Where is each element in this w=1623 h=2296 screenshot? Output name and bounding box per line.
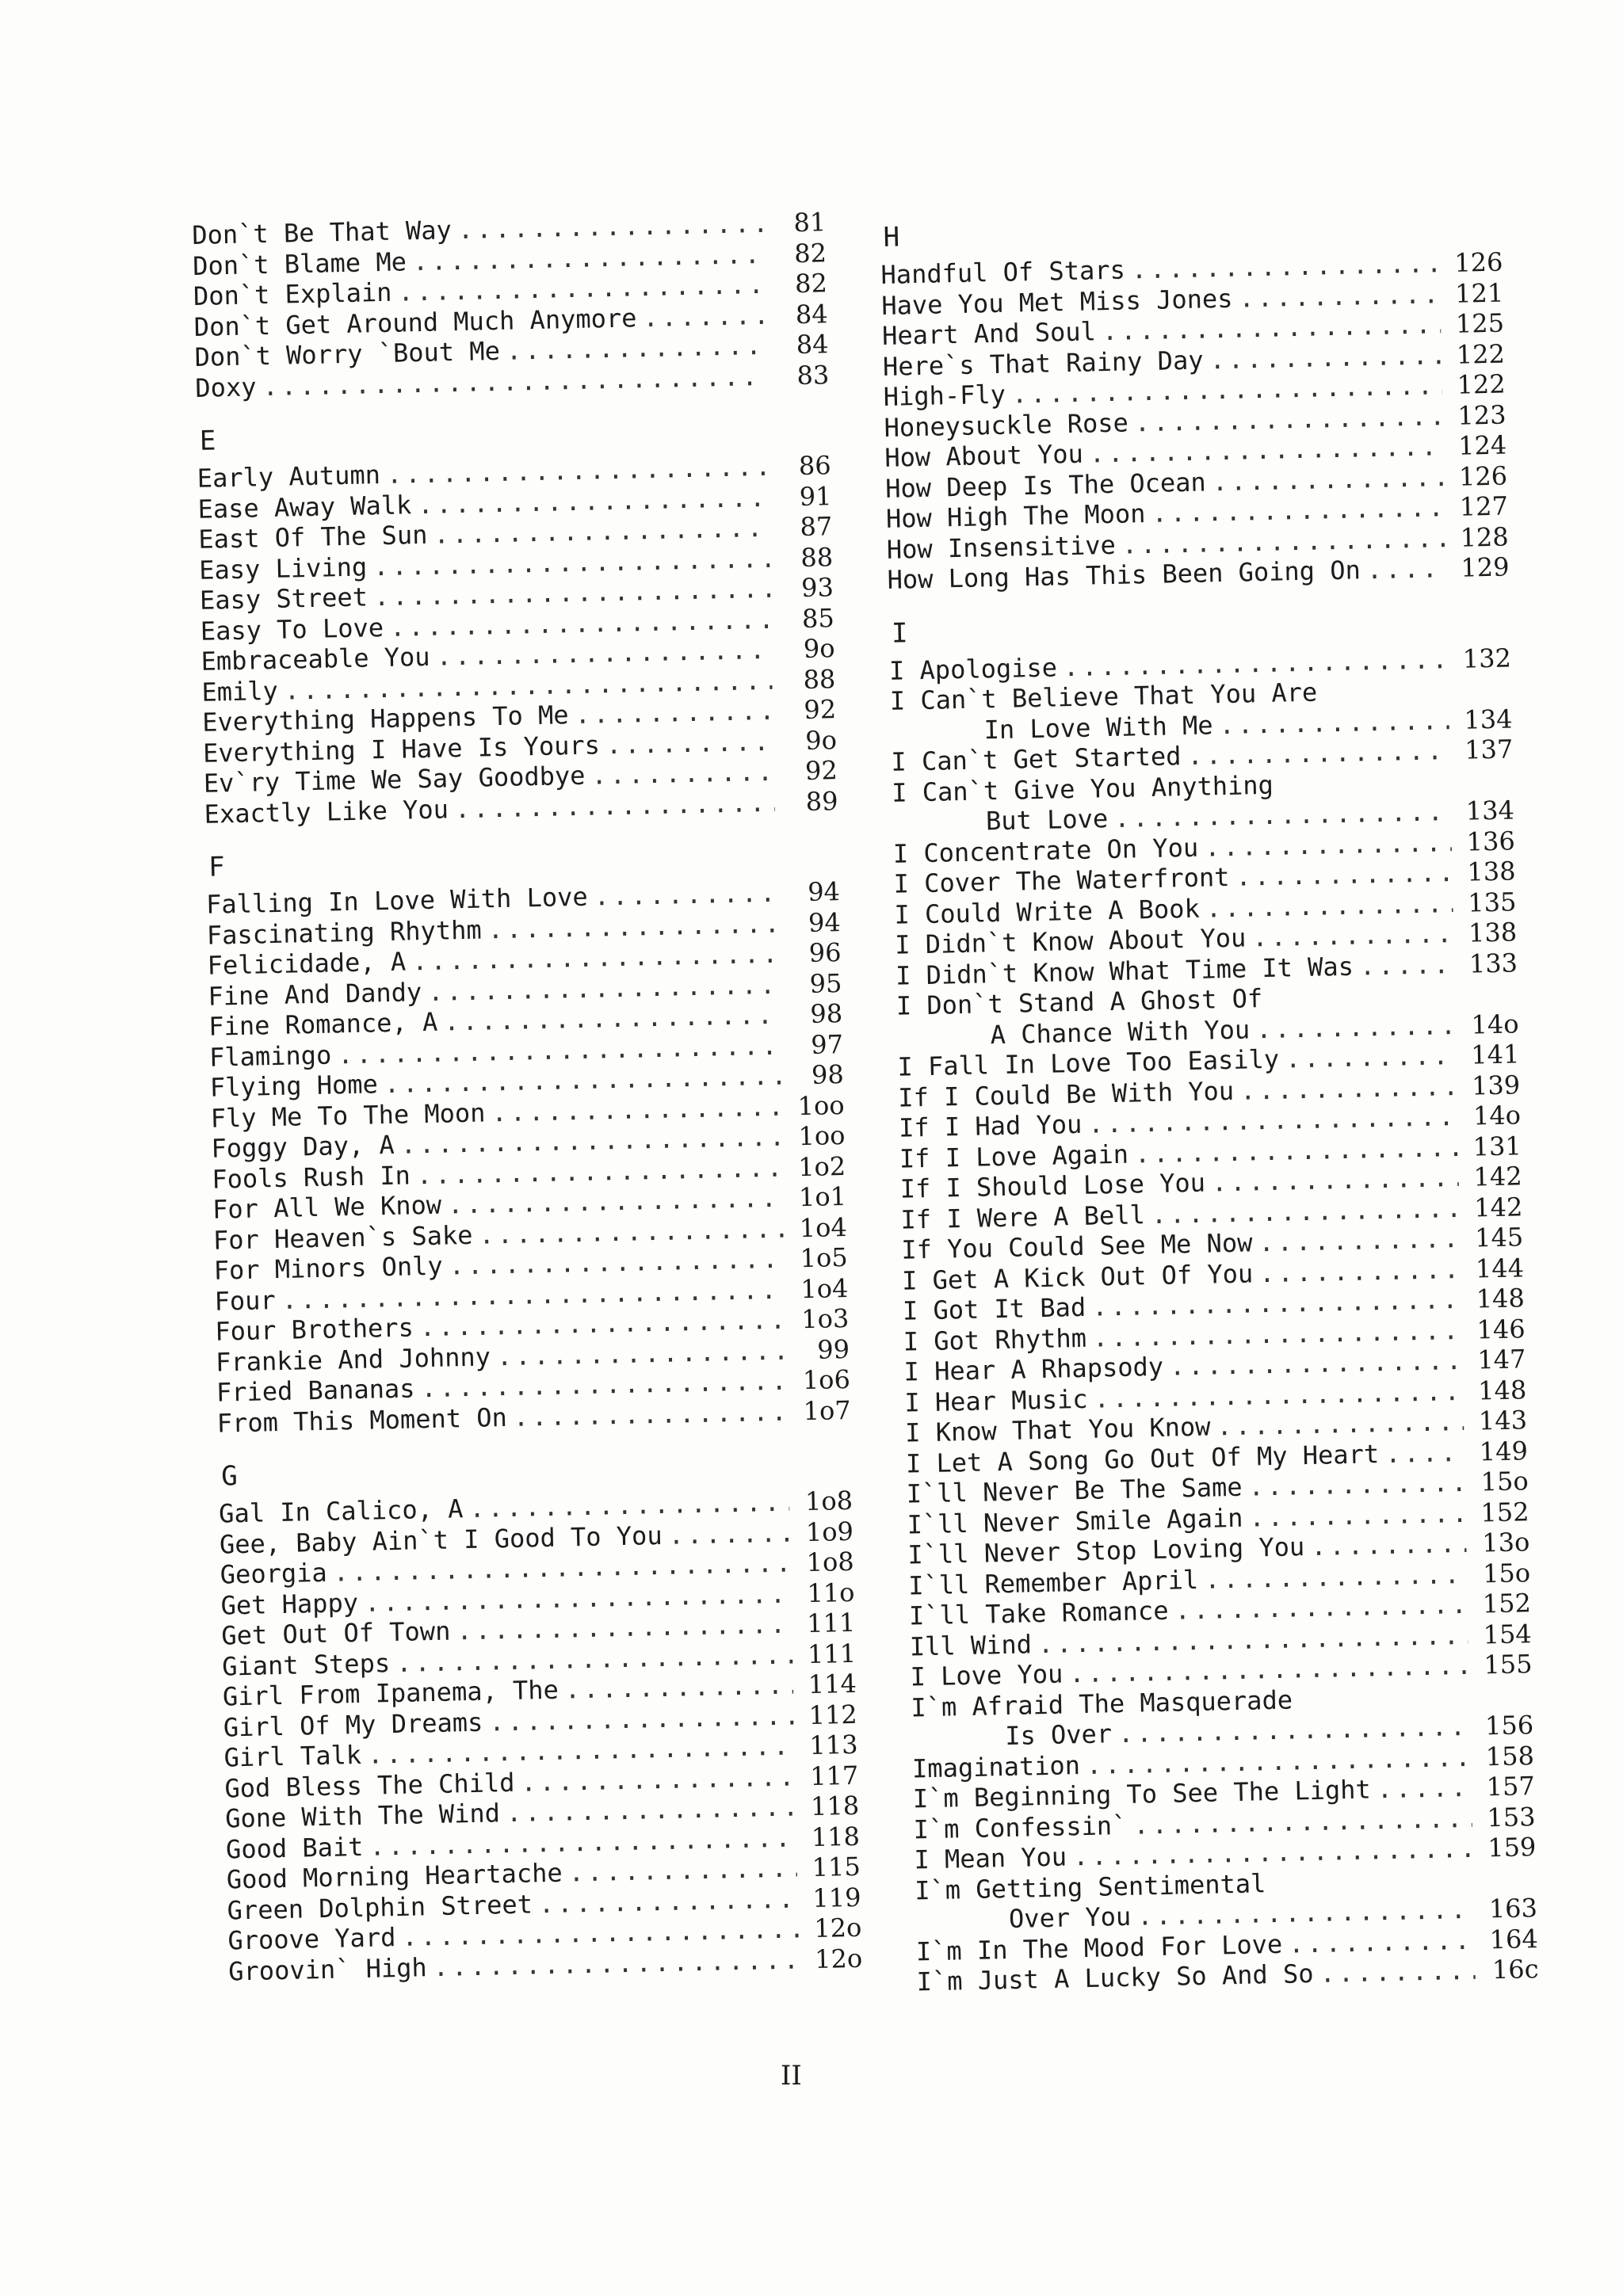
index-entry-page: 9o [803, 633, 835, 664]
index-entry-page: 145 [1474, 1222, 1524, 1253]
index-entry-page: 91 [799, 480, 832, 512]
index-entry-page: 1oo [798, 1119, 846, 1152]
index-entry-page: 88 [800, 541, 834, 573]
index-entry-page: 1o1 [798, 1180, 847, 1213]
index-entry-page: 138 [1467, 856, 1516, 887]
index-entry-page: 84 [795, 298, 829, 330]
index-entry-title: Gee, Baby Ain`t I Good To You [219, 1520, 663, 1560]
index-entry-page: 1o8 [806, 1546, 855, 1578]
index-entry-page: 113 [809, 1729, 858, 1761]
dot-leader [1219, 705, 1449, 741]
section-letter-e: E [199, 425, 216, 457]
index-entry-page: 82 [794, 268, 828, 299]
index-entry-title: For Minors Only [213, 1250, 444, 1286]
index-entry-title: I`m Confessin` [913, 1810, 1128, 1845]
index-entry-page: 137 [1464, 734, 1514, 765]
index-entry-page: 98 [811, 1059, 845, 1090]
dot-leader [1239, 279, 1441, 314]
index-entry-title: God Bless The Child [224, 1767, 515, 1804]
dot-leader [1259, 1253, 1461, 1288]
index-entry-title: Don`t Worry `Bout Me [194, 335, 501, 372]
index-entry-page: 119 [812, 1882, 861, 1913]
index-entry-page: 85 [801, 602, 835, 634]
index-entry-page: 154 [1483, 1618, 1533, 1650]
index-entry-page: 153 [1487, 1801, 1536, 1833]
dot-leader [568, 1852, 797, 1888]
index-entry-title: I`ll Never Smile Again [907, 1502, 1243, 1540]
index-entry-title: Falling In Love With Love [205, 881, 589, 920]
index-entry-title: How High The Moon [885, 498, 1146, 534]
index-entry-page: 124 [1457, 429, 1507, 461]
index-entry-title: I`ll Never Be The Same [906, 1471, 1243, 1509]
index-entry-title: Handful Of Stars [880, 254, 1126, 290]
index-entry-title: Get Out Of Town [221, 1615, 451, 1651]
index-entry-page: 143 [1478, 1405, 1528, 1436]
index-entry-title: Girl Talk [223, 1739, 362, 1773]
index-entry-page: 1oo [797, 1089, 845, 1121]
index-entry-page: 133 [1468, 947, 1518, 979]
index-entry-title: Fly Me To The Moon [210, 1097, 486, 1134]
index-entry-title: I`m Getting Sentimental [914, 1867, 1266, 1906]
index-entry-title: For All We Know [212, 1189, 442, 1225]
index-entry-page: 138 [1468, 917, 1518, 948]
index-entry-page: 142 [1473, 1191, 1523, 1223]
index-entry-title: I Don`t Stand A Ghost Of [896, 983, 1263, 1021]
index-entry-page: 139 [1471, 1069, 1521, 1101]
dot-leader [1212, 1162, 1459, 1198]
index-entry-page: 1o5 [800, 1241, 848, 1274]
index-entry-page: 152 [1480, 1496, 1529, 1527]
index-entry-title: Doxy [195, 371, 257, 403]
index-entry-page: 159 [1487, 1832, 1537, 1863]
dot-leader [1249, 1497, 1466, 1532]
index-entry-title: I`m Beginning To See The Light [912, 1774, 1372, 1814]
index-entry-title: Don`t Explain [193, 277, 392, 311]
index-entry-page: 121 [1454, 277, 1504, 309]
index-entry-title: Easy Living [198, 551, 368, 585]
dot-leader [594, 878, 777, 912]
index-entry-title: Four [214, 1284, 277, 1317]
index-entry-title: How Long Has This Been Going On [887, 555, 1361, 595]
index-entry-page: 127 [1459, 490, 1509, 522]
index-entry-page: 1o6 [802, 1363, 851, 1396]
index-entry-page: 1o7 [803, 1394, 852, 1426]
index-entry-page: 1o3 [800, 1302, 850, 1335]
index-entry-page: 94 [808, 906, 842, 938]
index-entry-page: 86 [798, 450, 832, 482]
dot-leader [564, 1670, 793, 1706]
index-entry-page: 92 [804, 755, 838, 786]
index-entry-title: Felicidade, A [207, 946, 407, 981]
index-entry-page: 131 [1472, 1130, 1522, 1162]
index-entry-page: 146 [1476, 1313, 1526, 1345]
index-entry-title: I Mean You [914, 1841, 1067, 1875]
index-entry-title: Fine Romance, A [208, 1006, 438, 1042]
index-entry-page: 95 [809, 967, 842, 999]
index-entry-page: 149 [1479, 1435, 1529, 1466]
index-entry-page: 132 [1462, 642, 1512, 674]
index-entry-page: 81 [793, 207, 827, 238]
index-entry-title: If You Could See Me Now [900, 1227, 1253, 1265]
index-entry-page: 157 [1486, 1771, 1536, 1802]
dot-leader [1258, 1223, 1461, 1258]
index-entry-page: 99 [816, 1333, 850, 1365]
index-entry-page: 15o [1480, 1466, 1529, 1497]
dot-leader [605, 726, 773, 760]
index-entry-page: 84 [796, 329, 829, 360]
index-entry-page: 115 [812, 1851, 861, 1883]
index-entry-title: East Of The Sun [198, 519, 428, 555]
index-entry-page: 83 [796, 359, 830, 391]
index-entry-page: 12o [813, 1912, 862, 1944]
index-entry-page: 1o4 [800, 1272, 849, 1304]
dot-leader [668, 1517, 790, 1550]
index-entry-title: Everything I Have Is Yours [202, 729, 601, 769]
index-entry-page: 82 [793, 237, 827, 269]
index-entry-page: 89 [805, 785, 838, 817]
index-entry-page: 122 [1456, 338, 1506, 370]
index-column-right [880, 203, 1539, 1997]
index-entry-page: 129 [1460, 551, 1510, 583]
index-entry-title: I Got Rhythm [903, 1322, 1087, 1357]
section-letter-h: H [883, 221, 900, 254]
index-entry-page: 92 [803, 694, 837, 725]
index-entry-title: Here`s That Rainy Day [882, 344, 1204, 382]
index-entry-title: Emily [201, 675, 279, 707]
index-entry-page: 117 [809, 1760, 859, 1791]
index-entry-page: 142 [1473, 1161, 1522, 1192]
index-entry-page: 163 [1488, 1893, 1538, 1924]
index-entry-page: 134 [1464, 703, 1513, 735]
index-entry-page: 98 [810, 998, 843, 1029]
index-entry-title-continued: A Chance With You [990, 1013, 1251, 1050]
index-entry-title: If I Were A Bell [900, 1199, 1146, 1235]
index-entry-page: 93 [800, 572, 834, 603]
dot-leader [1289, 1924, 1475, 1958]
index-entry-title: If I Should Lose You [899, 1167, 1206, 1204]
index-entry-title: I Love You [910, 1658, 1064, 1692]
index-entry-title: Ease Away Walk [197, 489, 412, 524]
index-entry-title: Four Brothers [214, 1312, 414, 1347]
index-entry-title: I Get A Kick Out Of You [901, 1257, 1254, 1296]
index-entry-title: I`m Just A Lucky So And So [916, 1958, 1314, 1997]
index-entry-title: How About You [884, 438, 1084, 473]
index-entry-page: 112 [808, 1699, 858, 1730]
index-entry-title: I Let A Song Go Out Of My Heart [905, 1438, 1380, 1479]
index-entry-title: Don`t Blame Me [192, 246, 407, 281]
dot-leader [1366, 553, 1446, 585]
index-section-g [219, 1486, 863, 1987]
index-entry-page: 114 [808, 1668, 857, 1700]
index-entry-page: 94 [807, 876, 841, 907]
index-entry-page: 111 [807, 1638, 857, 1669]
index-entry-title: I Cover The Waterfront [893, 861, 1230, 899]
index-entry-title: Good Morning Heartache [226, 1857, 563, 1895]
dot-leader [1285, 1040, 1457, 1074]
section-letter-f: F [208, 851, 226, 883]
index-entry-page: 141 [1470, 1039, 1520, 1070]
index-entry-title: Fools Rush In [211, 1159, 411, 1195]
index-entry-title-continued: Over You [1008, 1901, 1132, 1935]
index-entry-title: I Hear A Rhapsody [903, 1351, 1164, 1387]
index-entry-title: Good Bait [225, 1831, 364, 1865]
index-entry-title: I`ll Take Romance [908, 1595, 1169, 1631]
index-entry-title: Green Dolphin Street [227, 1888, 533, 1926]
index-entry-title: I Can`t Get Started [891, 741, 1182, 777]
index-entry-page: 11o [807, 1577, 855, 1608]
index-entry-title: Exactly Like You [204, 793, 449, 830]
index-entry-page: 148 [1476, 1283, 1526, 1314]
dot-leader [575, 696, 773, 730]
dot-leader [433, 1944, 799, 1982]
dot-leader [1205, 827, 1452, 863]
index-entry-title: Girl From Ipanema, The [222, 1674, 559, 1712]
index-entry-title: I`m In The Mood For Love [915, 1928, 1283, 1967]
index-entry-title: Everything Happens To Me [201, 700, 569, 738]
index-entry-page: 1o4 [799, 1211, 848, 1243]
index-entry-page: 148 [1477, 1374, 1527, 1406]
index-entry-title: Heart And Soul [881, 316, 1097, 351]
index-entry-title: Flying Home [209, 1069, 379, 1103]
index-entry-title: Giant Steps [221, 1647, 391, 1682]
index-entry-page: 158 [1485, 1740, 1535, 1772]
index-entry-page: 123 [1457, 399, 1507, 431]
index-entry-title: Fried Bananas [216, 1373, 415, 1408]
index-entry-title: Fascinating Rhythm [206, 914, 483, 951]
index-entry-page: 122 [1457, 368, 1507, 400]
dot-leader [1212, 462, 1444, 498]
index-entry-page: 155 [1484, 1649, 1533, 1680]
index-section-h [880, 247, 1510, 596]
index-entry-page: 164 [1489, 1923, 1539, 1955]
dot-leader [1248, 1467, 1465, 1502]
index-entry-title: If I Love Again [899, 1138, 1129, 1174]
index-entry-page: 1o2 [797, 1150, 846, 1182]
index-entry-page: 13o [1481, 1527, 1530, 1558]
dot-leader [1209, 340, 1442, 376]
index-entry-title-continued: But Love [985, 803, 1109, 837]
dot-leader [1256, 1010, 1456, 1045]
index-entry-page: 156 [1484, 1710, 1534, 1741]
index-entry-title: High-Fly [883, 379, 1006, 412]
section-letter-g: G [220, 1460, 239, 1493]
index-entry-page: 96 [808, 937, 842, 968]
index-entry-title: I Hear Music [903, 1383, 1088, 1418]
index-entry-title: Gone With The Wind [224, 1798, 501, 1834]
index-entry-title: I Could Write A Book [894, 893, 1201, 930]
index-entry-page: 147 [1476, 1344, 1526, 1375]
index-entry-page: 136 [1466, 825, 1516, 857]
dot-leader [1385, 1436, 1465, 1469]
index-entry-title: I Can`t Believe That You Are [889, 677, 1318, 716]
index-entry-page: 126 [1453, 246, 1503, 278]
dot-leader [1311, 1528, 1467, 1562]
dot-leader [591, 757, 774, 791]
index-entry-page: 152 [1482, 1588, 1532, 1619]
dot-leader [1216, 1406, 1464, 1442]
index-entry-page: 1o9 [805, 1516, 854, 1547]
index-column-left [192, 207, 863, 1986]
index-entry-title: I Concentrate On You [892, 832, 1199, 869]
index-entry-page: 1o8 [804, 1485, 854, 1517]
index-entry-title: If I Had You [898, 1108, 1083, 1143]
index-entry-title: Get Happy [220, 1587, 359, 1621]
index-section-i [889, 643, 1539, 1997]
index-entry-title: Honeysuckle Rose [884, 406, 1129, 443]
section-letter-i: I [891, 616, 908, 650]
index-entry-page: 125 [1455, 307, 1505, 339]
index-entry-page: 135 [1467, 886, 1517, 918]
index-entry-title: If I Could Be With You [897, 1075, 1235, 1113]
index-entry-title: Easy To Love [200, 612, 384, 646]
index-entry-page: 118 [811, 1821, 861, 1852]
dot-leader [643, 299, 765, 333]
index-entry-title: Have You Met Miss Jones [880, 283, 1233, 321]
index-section-e [197, 450, 838, 830]
index-entry-title: From This Moment On [216, 1402, 508, 1439]
index-entry-page: 118 [810, 1790, 860, 1822]
index-entry-page: 88 [803, 663, 836, 695]
dot-leader [1187, 735, 1450, 771]
index-entry-title: How Deep Is The Ocean [884, 466, 1207, 504]
index-entry-title: Don`t Be That Way [192, 215, 453, 250]
dot-leader [1205, 888, 1453, 924]
index-entry-title: I`ll Never Stop Loving You [907, 1531, 1305, 1570]
index-entry-page: 97 [810, 1028, 844, 1060]
index-entry-title: Girl Of My Dreams [223, 1707, 483, 1743]
index-entry-title: Fine And Dandy [208, 976, 422, 1012]
index-entry-title-continued: Is Over [1004, 1718, 1113, 1752]
index-section-f [206, 876, 851, 1439]
index-entry-title: I Fall In Love Too Easily [897, 1043, 1280, 1082]
dot-leader [1377, 1772, 1472, 1805]
index-entry-page: 15o [1482, 1557, 1531, 1589]
index-entry-title: Don`t Get Around Much Anymore [193, 302, 637, 342]
index-entry-title: Frankie And Johnny [215, 1341, 491, 1378]
index-entry-title: Gal In Calico, A [218, 1493, 464, 1529]
index-entry-title: Ev`ry Time We Say Goodbye [203, 760, 586, 799]
index-entry-title: I Got It Bad [902, 1291, 1086, 1326]
index-entry-page: 128 [1460, 521, 1510, 553]
dot-leader [513, 1396, 788, 1432]
index-entry-title: I`ll Remember April [907, 1564, 1199, 1601]
index-entry-title: Flamingo [208, 1039, 332, 1073]
index-entry-title: I`m Afraid The Masquerade [911, 1684, 1293, 1723]
index-entry-title: Groove Yard [227, 1922, 396, 1956]
index-entry-title: I Apologise [888, 651, 1058, 686]
index-entry-title: Easy Street [199, 582, 369, 616]
index-entry-title: Ill Wind [909, 1628, 1033, 1662]
dot-leader [1235, 857, 1453, 892]
index-entry-title: Embraceable You [200, 641, 430, 677]
index-entry-title: Groovin` High [227, 1951, 428, 1987]
dot-leader [1360, 949, 1455, 982]
index-entry-title-continued: In Love With Me [983, 709, 1213, 745]
index-entry-page: 9o [804, 724, 838, 756]
index-entry-title: Georgia [220, 1557, 328, 1590]
index-entry-title: I Know That You Know [904, 1411, 1211, 1448]
index-entry-page: 111 [806, 1607, 856, 1639]
index-entry-title: Imagination [911, 1749, 1081, 1784]
index-section-d [192, 207, 830, 403]
index-entry-title: For Heaven`s Sake [212, 1219, 473, 1256]
dot-leader [1240, 1070, 1457, 1105]
dot-leader [1319, 1955, 1476, 1989]
index-entry-title: I Didn`t Know About You [894, 922, 1247, 960]
index-entry-page: 12o [814, 1943, 863, 1974]
index-entry-page: 14o [1471, 1008, 1519, 1040]
page-number: II [781, 2060, 802, 2092]
index-entry-title: Early Autumn [197, 460, 381, 494]
index-entry-title: How Insensitive [886, 529, 1117, 565]
index-entry-page: 16c [1491, 1954, 1539, 1985]
index-entry-page: 134 [1465, 795, 1515, 826]
index-entry-title: Foggy Day, A [211, 1129, 395, 1164]
index-entry-page: 126 [1458, 460, 1508, 492]
index-entry-page: 14o [1472, 1100, 1522, 1131]
index-entry-page: 144 [1475, 1252, 1525, 1284]
index-entry-title: I Can`t Give You Anything [891, 769, 1274, 808]
dot-leader [1252, 918, 1454, 953]
index-entry-title: I Didn`t Know What Time It Was [895, 951, 1354, 991]
index-entry-page: 87 [800, 511, 833, 543]
